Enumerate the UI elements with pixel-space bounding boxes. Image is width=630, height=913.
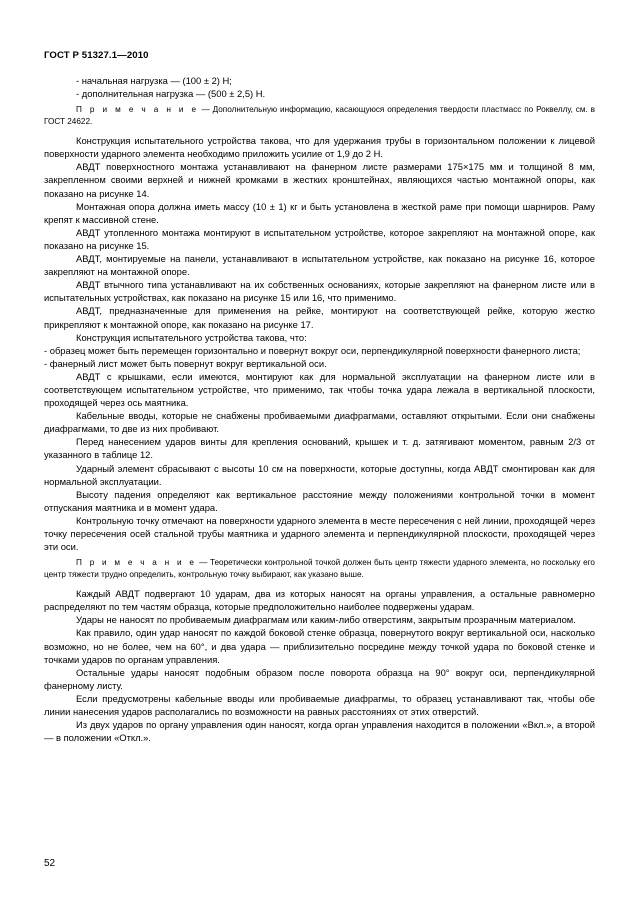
paragraph: Конструкция испытательного устройства такова, что: xyxy=(76,331,307,343)
note-block xyxy=(44,557,595,581)
paragraph: Конструкция испытательного устройства такова, что для удержания трубы в горизонтальном положении к лицевой поверхности ударного элемента необходимо приложить усилие от 1,9 до 2 Н. xyxy=(44,135,595,160)
paragraph: Как правило, один удар наносят по каждой боковой стенке образца, повернутого вокруг вертикальной оси, насколько возможно, но не более, чем на 60°, и два удара — приблизительно посредине между точкой удара по боковой стенке и точками ударов по органам управления. xyxy=(44,627,595,665)
note-label: П р и м е ч а н и е xyxy=(76,105,199,115)
paragraph: - начальная нагрузка — (100 ± 2) Н; xyxy=(76,75,232,86)
paragraph: АВДТ втычного типа устанавливают на их собственных основаниях, которые закрепляют на фанерном листе или в испытательных устройствах, как показано на рисунке 15 или 16, что применимо. xyxy=(44,279,595,304)
page-body xyxy=(44,74,595,744)
paragraph: Перед нанесением ударов винты для крепления оснований, крышек и т. д. затягивают моментом, равным 2/3 от указанного в таблице 12. xyxy=(44,436,595,461)
paragraph: АВДТ поверхностного монтажа устанавливают на фанерном листе размерами 175×175 мм и толщиной 8 мм, закрепленном своими верхней и нижней кромками в жестких кронштейнах, являющихся частью монтажной опоры, как показано на рисунке 14. xyxy=(44,161,595,199)
document-header: ГОСТ Р 51327.1—2010 xyxy=(44,50,149,61)
paragraph: АВДТ, монтируемые на панели, устанавливают в испытательном устройстве, как показано на рисунке 16, которое закрепляют на монтажной опоре. xyxy=(44,253,595,278)
page-number: 52 xyxy=(44,858,56,869)
note-text: — Теоретически контрольной точкой должен быть центр тяжести ударного элемента, но поскольку его центр тяжести трудно определить, контрольную точку выбирают, как указано выше. xyxy=(44,558,595,580)
paragraph: Если предусмотрены кабельные вводы или пробиваемые диафрагмы, то образец устанавливают так, чтобы обе линии нанесения ударов располагались по возможности на равных расстояниях от этих отверстий. xyxy=(44,692,595,718)
note-label: П р и м е ч а н и е xyxy=(76,558,197,568)
paragraph: Контрольную точку отмечают на поверхности ударного элемента в месте пересечения с ней линии, проходящей через точку пересечения осей стальной трубы маятника и ударного элемента и перпендикулярной плоскости, проходящей через эти оси. xyxy=(44,514,595,553)
paragraph: Из двух ударов по органу управления один наносят, когда орган управления находится в положении «Вкл.», а второй — в положении «Откл.». xyxy=(44,719,595,744)
note-text: — Дополнительную информацию, касающуюся определения твердости пластмасс по Роквеллу, см. в ГОСТ 24622. xyxy=(44,105,595,127)
paragraph: Высоту падения определяют как вертикальное расстояние между положениями контрольной точки в момент отпускания маятника и в момент удара. xyxy=(44,488,595,513)
paragraph: - фанерный лист может быть повернут вокруг вертикальной оси. xyxy=(44,357,327,369)
paragraph: Остальные удары наносят подобным образом после поворота образца на 90° вокруг оси, перпендикулярной фанерному листу. xyxy=(44,666,595,691)
paragraph: Кабельные вводы, которые не снабжены пробиваемыми диафрагмами, оставляют открытыми. Если они снабжены диафрагмами, то две из них пробивают. xyxy=(44,410,595,435)
paragraph: Монтажная опора должна иметь массу (10 ± 1) кг и быть установлена в жесткой раме при помощи шарниров. Раму крепят к массивной стене. xyxy=(44,200,595,225)
paragraph: - дополнительная нагрузка — (500 ± 2,5) Н. xyxy=(76,88,266,100)
paragraph: АВДТ утопленного монтажа монтируют в испытательном устройстве, которое закрепляют на монтажной опоре, как показано на рисунке 15. xyxy=(44,226,595,251)
paragraph: АВДТ с крышками, если имеются, монтируют как для нормальной эксплуатации на фанерном листе или в соответствующем испытательном устройстве, что применимо, так чтобы точка удара лежала в вертикальной плоскости, проходящей через ось маятника. xyxy=(44,370,595,409)
paragraph: АВДТ, предназначенные для применения на рейке, монтируют на соответствующей рейке, которую жестко прикрепляют к монтажной опоре, как показано на рисунке 17. xyxy=(44,305,595,330)
note-block xyxy=(44,104,595,128)
paragraph: - образец может быть перемещен горизонтально и повернут вокруг оси, перпендикулярной поверхности фанерного листа; xyxy=(44,344,581,356)
paragraph: Ударный элемент сбрасывают с высоты 10 см на поверхности, которые доступны, когда АВДТ смонтирован как для нормальной эксплуатации. xyxy=(44,462,595,487)
paragraph: Удары не наносят по пробиваемым диафрагмам или каким-либо отверстиям, закрытым прозрачным материалом. xyxy=(76,614,576,626)
paragraph: Каждый АВДТ подвергают 10 ударам, два из которых наносят на органы управления, а остальные равномерно распределяют по тем частям образца, которые предположительно наиболее подвержены ударам. xyxy=(44,588,595,613)
